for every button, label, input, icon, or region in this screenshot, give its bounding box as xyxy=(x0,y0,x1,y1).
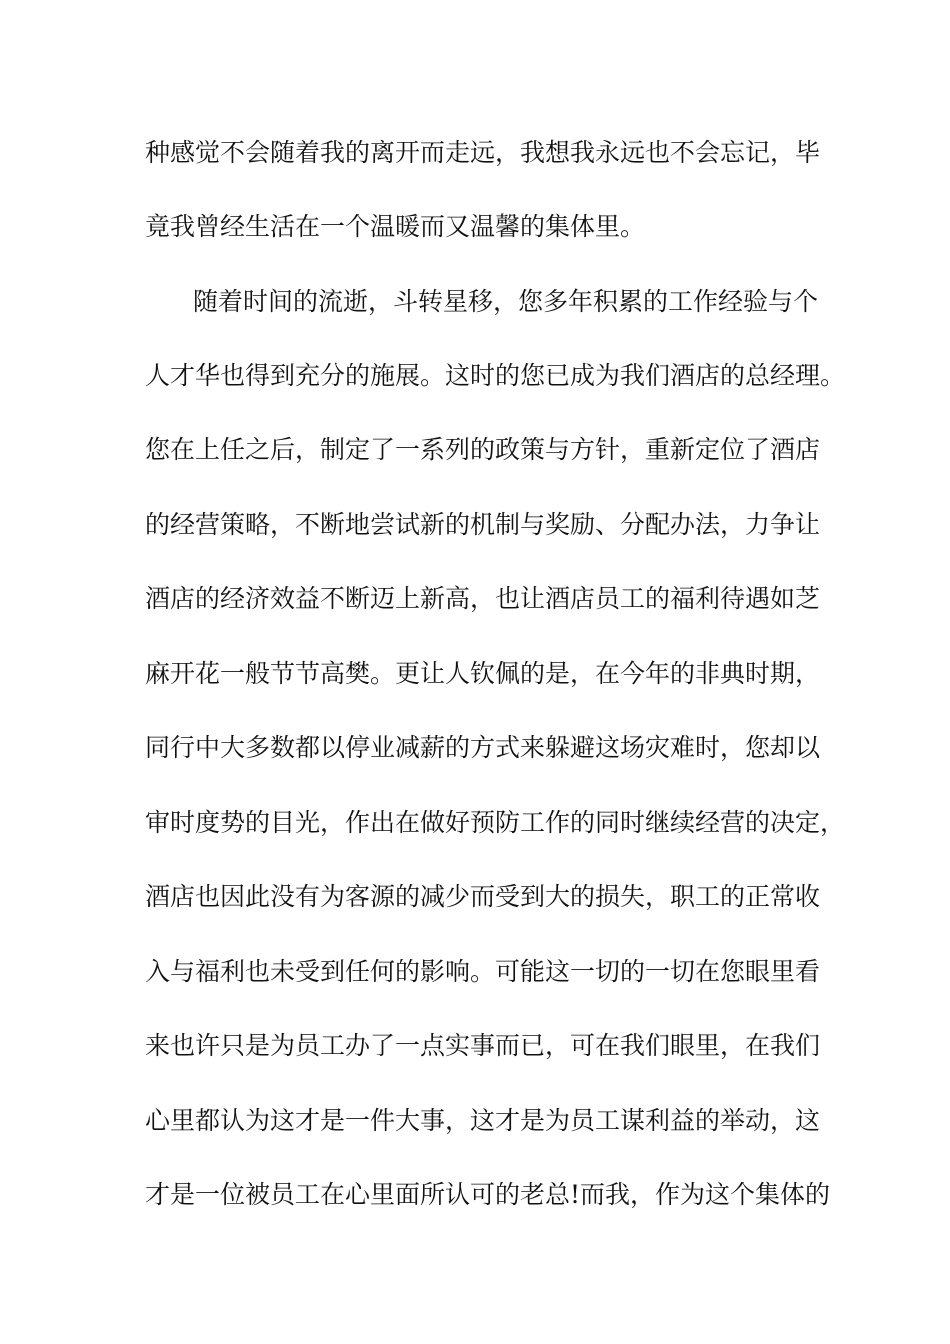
text-line: 酒店的经济效益不断迈上新高，也让酒店员工的福利待遇如芝 xyxy=(145,584,821,613)
text-line: 才是一位被员工在心里面所认可的老总!而我，作为这个集体的 xyxy=(145,1180,831,1209)
text-line: 心里都认为这才是一件大事，这才是为员工谋利益的举动，这 xyxy=(145,1106,821,1135)
text-line: 的经营策略，不断地尝试新的机制与奖励、分配办法，力争让 xyxy=(145,510,821,539)
text-line: 审时度势的目光，作出在做好预防工作的同时继续经营的决定， xyxy=(145,808,846,837)
text-line: 同行中大多数都以停业减薪的方式来躲避这场灾难时，您却以 xyxy=(145,733,821,762)
text-line: 种感觉不会随着我的离开而走远，我想我永远也不会忘记，毕 xyxy=(145,138,821,167)
text-line: 您在上任之后，制定了一系列的政策与方针，重新定位了酒店 xyxy=(145,435,821,464)
paragraph-first-line: 随着时间的流逝，斗转星移，您多年积累的工作经验与个 xyxy=(193,287,819,316)
text-line: 人才华也得到充分的施展。这时的您已成为我们酒店的总经理。 xyxy=(145,361,846,390)
text-line: 入与福利也未受到任何的影响。可能这一切的一切在您眼里看 xyxy=(145,957,821,986)
text-line: 酒店也因此没有为客源的减少而受到大的损失，职工的正常收 xyxy=(145,882,821,911)
text-line: 竟我曾经生活在一个温暖而又温馨的集体里。 xyxy=(145,212,646,241)
text-line: 来也许只是为员工办了一点实事而已，可在我们眼里，在我们 xyxy=(145,1031,821,1060)
text-line: 麻开花一般节节高樊。更让人钦佩的是，在今年的非典时期， xyxy=(145,659,821,688)
